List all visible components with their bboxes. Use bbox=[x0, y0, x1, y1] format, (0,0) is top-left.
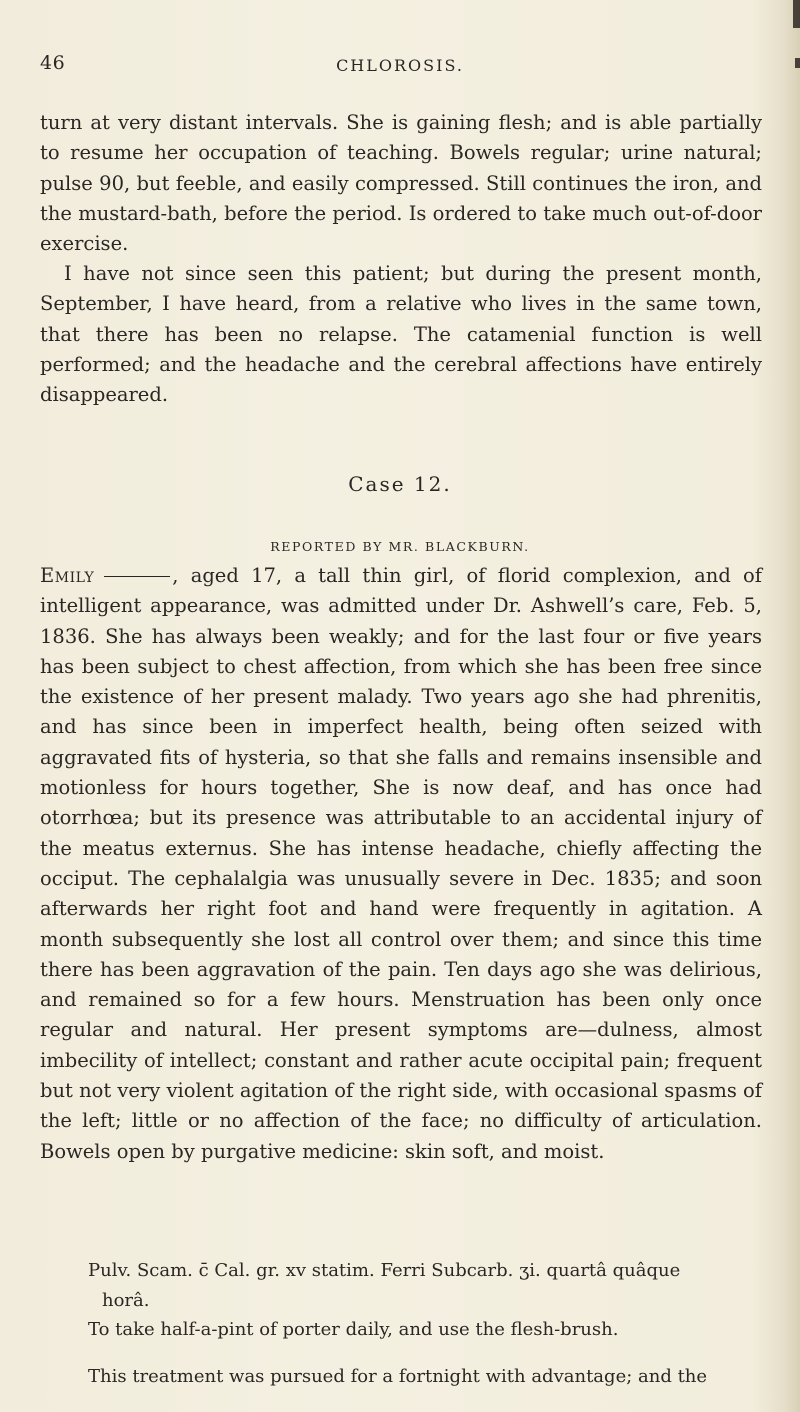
body-paragraph-2 bbox=[40, 259, 762, 410]
case-reporter: REPORTED BY MR. BLACKBURN. bbox=[270, 539, 530, 554]
case-text: , aged 17, a tall thin girl, of florid complexion, and of intelligent appearance, was admitted under Dr. Ashwell’s care, Feb. 5, 1836. She has always been weakly; and for the last four or five years has been subject to chest affection, from which she has been free since the existence of her present malady. Two years ago she had phrenitis, and has since been in imperfect health, being often seized with aggravated fits of hysteria, so that she falls and remains insensible and motionless for hours together, She is now deaf, and has once had otorrhœa; but its presence was attributable to an accidental injury of the meatus externus. She has intense headache, chiefly affecting the occiput. The cephalalgia was unusually severe in Dec. 1835; and soon afterwards her right foot and hand were frequently in agitation. A month subsequently she lost all control over them; and since this time there has been aggravation of the pain. Ten days ago she was delirious, and remained so for a few hours. Menstruation has been only once regular and natural. Her present symptoms are—dulness, almost imbecility of intellect; constant and rather acute occipital pain; frequent but not very violent agitation of the right side, with occasional spasms of the left; little or no affection of the face; no difficulty of articulation. Bowels open by purgative medicine: skin soft, and moist. bbox=[40, 564, 762, 1163]
final-line: This treatment was pursued for a fortnight with advantage; and the bbox=[88, 1366, 708, 1387]
prescription-line-1-continued: horâ. bbox=[102, 1289, 150, 1311]
paragraph-text: turn at very distant intervals. She is gaining flesh; and is able partially to resume her occupation of teaching. Bowels regular; urine natural; pulse 90, but feeble, and easily compressed. Still continues the iron, and the mustard-bath, before the period. Is ordered to take much out-of-door exercise. bbox=[40, 111, 762, 256]
paragraph-text: I have not since seen this patient; but during the present month, September, I have heard, from a relative who lives in the same town, that there has been no relapse. The catamenial function is well performed; and the headache and the cerebral affections have entirely disappeared. bbox=[40, 262, 762, 407]
name-dash bbox=[104, 576, 170, 577]
patient-name: Emily bbox=[40, 564, 95, 587]
prescription-block bbox=[88, 1256, 760, 1345]
case-paragraph bbox=[40, 561, 762, 1167]
prescription-line-1: Pulv. Scam. c̄ Cal. gr. xv statim. Ferri Subcarb. ʒi. quartâ quâque bbox=[88, 1260, 681, 1281]
page-number: 46 bbox=[40, 52, 66, 74]
page-edge-shadow bbox=[793, 0, 800, 28]
page-header bbox=[0, 52, 800, 80]
body-paragraph-1 bbox=[40, 108, 762, 259]
running-head: CHLOROSIS. bbox=[336, 56, 464, 75]
prescription-line-2: To take half-a-pint of porter daily, and use the flesh-brush. bbox=[88, 1319, 619, 1340]
case-heading: Case 12. bbox=[348, 472, 452, 496]
paragraph-text bbox=[40, 561, 762, 1167]
